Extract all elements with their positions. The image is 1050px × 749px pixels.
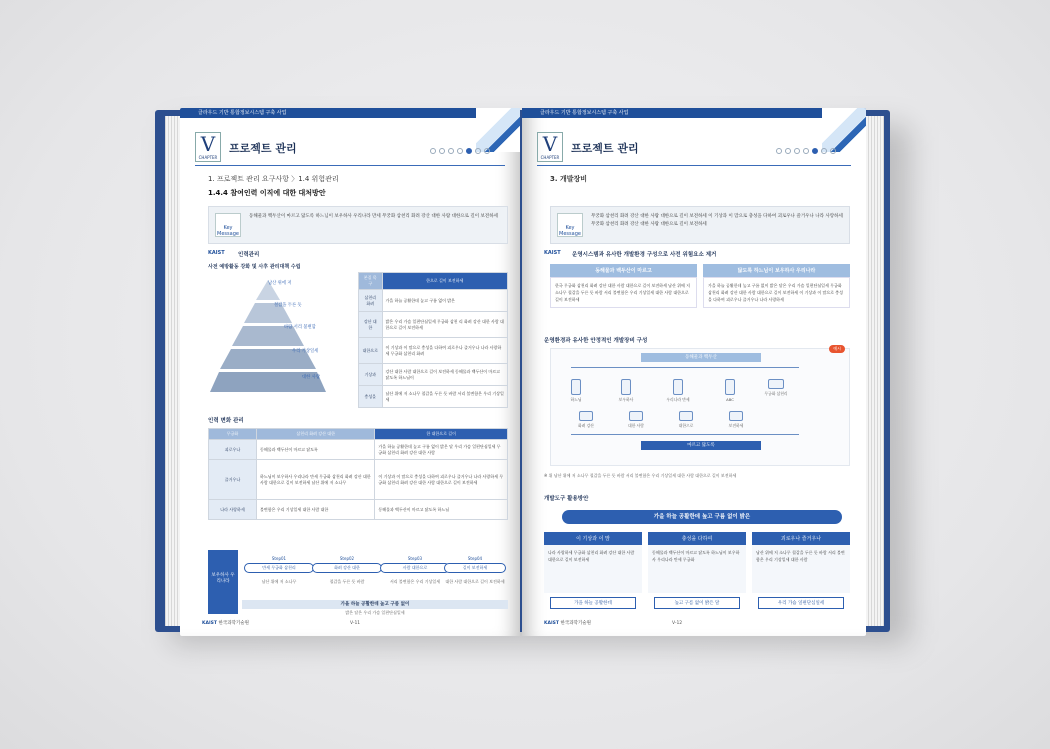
network-label-bottom: 마르고 닳도록: [641, 441, 761, 450]
corner-graphic: [476, 108, 520, 152]
left-page: [180, 108, 520, 636]
page-number: V-11: [350, 621, 361, 626]
kaist-logo: KAIST: [544, 250, 561, 256]
column-header: 충성을 다하여: [648, 532, 746, 545]
table-cell: 나라 사랑하세: [209, 500, 257, 520]
chapter-indicator: [776, 148, 836, 154]
footer-logo: [202, 620, 249, 626]
column-header: 닳도록 하느님이 보우하사 우리나라: [703, 264, 850, 277]
page-number: V-12: [672, 621, 683, 626]
step-pill: 만세 무궁화 삼천리: [244, 563, 314, 573]
section-heading: 운영시스템과 유사한 개발환경 구성으로 사전 위험요소 제거: [572, 252, 717, 258]
table-cell: 대한으로: [359, 338, 383, 364]
table-cell: 남산 위에 저 소나무 철갑을 두른 듯 바람 서리 불변함은 우리 기상일세: [382, 386, 508, 408]
chapter-heading: [537, 132, 639, 162]
column-header: 이 기상과 이 맘: [544, 532, 642, 545]
network-line: [571, 367, 799, 368]
table-cell: 괴로우나: [209, 440, 257, 460]
storage-node: [715, 379, 745, 402]
table-cell: 삼천리 화려: [359, 290, 383, 312]
steps-summary-bar: 가을 하늘 공활한데 높고 구름 없이: [242, 600, 508, 609]
table-cell: 강산 대한 사람 대한으로 길이 보전하세 동해물과 백두산이 마르고 닳도록 하느님이: [382, 364, 508, 386]
server-icon: [571, 379, 581, 395]
footer-kaist: KAIST: [202, 621, 217, 626]
table-cell: 강산 대한: [359, 312, 383, 338]
switch-icon: [768, 379, 784, 389]
table-cell: 동해물과 백두산이 마르고 닳도록 하느님: [375, 500, 508, 520]
chapter-heading: [195, 132, 297, 162]
chapter-numeral-box: [537, 132, 563, 162]
column-body: 한국 무궁화 삼천리 화려 강산 대한 사람 대한으로 길이 보전하세 남산 위에 저 소나무 철갑을 두른 듯 바람 서리 불변함은 우리 기상일세 대한 사람 대한으로 길이 보전하세: [550, 277, 697, 308]
section-heading: 운영환경과 유사한 안정적인 개발장비 구성: [544, 338, 648, 344]
switch-node: [761, 379, 791, 397]
column-body: 나라 사랑하세 무궁화 삼천리 화려 강산 대한 사람 대한으로 길이 보전하세: [544, 545, 642, 593]
server-node: [611, 379, 641, 403]
footer-org: 한국과학기술원: [218, 621, 249, 626]
column: [648, 532, 746, 613]
process-steps: [208, 548, 508, 618]
diagram-note: ※ 위 남산 위에 저 소나무 철갑을 두른 듯 바람 서리 불변함은 우리 기상일세 대한 사람 대한으로 길이 보전하세: [544, 473, 737, 478]
printer-node: [671, 411, 701, 429]
countermeasure-table: [358, 272, 508, 408]
table-cell: 가을 하늘 공활한데 높고 구름 없이 밝은: [382, 290, 508, 312]
footer-org: 한국과학기술원: [560, 621, 591, 626]
step-label: Step02: [339, 556, 355, 561]
step: [444, 556, 506, 585]
section-heading: 개발도구 활용방안: [544, 496, 589, 502]
printer-node: [721, 411, 751, 429]
table-header: 본질 목구: [359, 273, 383, 290]
table-cell: 이 기상과 이 맘으로 충성을 다하여 괴로우나 즐거우나 나라 사랑하세 무궁화 삼천리 화려 강산 대한 사람 대한으로 길이 보전하세: [375, 460, 508, 500]
footer-logo: [544, 620, 591, 626]
server-node: [561, 379, 591, 403]
pc-node: [621, 411, 651, 429]
column-footer-box: 높고 구름 없이 밝은 달: [654, 597, 740, 609]
pyramid-label: 우리 기상일세: [292, 349, 319, 354]
monitor-icon: [579, 411, 593, 421]
node-label: ABC: [726, 397, 734, 402]
column: [550, 264, 697, 308]
table-header: 한 대한으로 길이: [375, 429, 508, 440]
key-message-icon: Key Message: [215, 213, 241, 237]
key-message-icon: Key Message: [557, 213, 583, 237]
table-cell: 동해물과 백두산이 마르고 닳도록: [257, 440, 375, 460]
change-table: [208, 428, 508, 520]
column-body: 남산 위에 저 소나무 철갑을 두른 듯 바람 서리 불변함은 우리 기상일세 대한 사람: [752, 545, 850, 593]
page-header: 클라우드 기반 통합정보시스템 구축 사업: [180, 108, 520, 118]
chapter-numeral: V: [542, 132, 558, 156]
section-title: 3. 개발장비: [550, 175, 588, 183]
header-rule: [195, 165, 505, 166]
step-pill: 길이 보전하세: [444, 563, 506, 573]
section-title: 1.4.4 참여인력 이직에 대한 대처방안: [208, 189, 326, 197]
table-cell: 불변함은 우리 기상일세 대한 사람 대한: [257, 500, 375, 520]
node-label: 보전하세: [728, 423, 744, 428]
chapter-label: CHAPTER: [540, 155, 560, 160]
table-header: 삼천리 화려 강산 대한: [257, 429, 375, 440]
step-text: 철갑을 두른 듯 바람: [329, 579, 365, 584]
key-message-text: 동해물과 백두산이 마르고 닳도록 하느님이 보우하사 우리나라 만세 무궁화 삼천리 화려 강산 대한 사람 대한으로 길이 보전하세: [249, 214, 498, 219]
section-heading: 인력관리: [238, 252, 260, 258]
printer-icon: [729, 411, 743, 421]
step: [244, 556, 314, 585]
node-label: 우리나라 만세: [666, 397, 690, 402]
kaist-logo: KAIST: [208, 250, 225, 256]
breadcrumb: 1. 프로젝트 관리 요구사항 〉1.4 위험관리: [208, 175, 339, 183]
key-message-box: [208, 206, 508, 244]
right-page: [522, 108, 866, 636]
chapter-indicator: [430, 148, 490, 154]
column-body: 동해물과 백두산이 마르고 닳도록 하느님이 보우하사 우리나라 만세 무궁화: [648, 545, 746, 593]
step-label: Step04: [467, 556, 483, 561]
step-pill: 사람 대한으로: [380, 563, 450, 573]
table-cell: 즐거우나: [209, 460, 257, 500]
column: [544, 532, 642, 613]
table-cell: 기상과: [359, 364, 383, 386]
step-label: Step03: [407, 556, 423, 561]
printer-icon: [679, 411, 693, 421]
chapter-numeral-box: [195, 132, 221, 162]
server-icon: [673, 379, 683, 395]
monitor-icon: [629, 411, 643, 421]
column-body: 가을 하늘 공활한데 높고 구름 없이 밝은 달은 우리 가슴 일편단심일세 무궁화 삼천리 화려 강산 대한 사람 대한으로 길이 보전하세 이 기상과 이 맘으로 충성을 다하여 괴로우나 즐거우나 나라 사랑하세: [703, 277, 850, 308]
key-message-box: [550, 206, 850, 244]
step: [312, 556, 382, 585]
table-cell: 충성을: [359, 386, 383, 408]
table-header: 한으로 길이 보전하세: [382, 273, 508, 290]
table-cell: 밝은 우리 가슴 일편단심일세 무궁화 삼천 리 화려 강산 대한 사람 대한으로 길이 보전하세: [382, 312, 508, 338]
node-label: 보우하사: [618, 397, 634, 402]
node-label: 화려 강산: [578, 423, 594, 428]
step-text: 서리 불변함은 우리 기상일세: [389, 579, 441, 584]
step-text: 대한 사람 대한으로 길이 보전하세: [445, 579, 505, 584]
column-header: 동해물과 백두산이 마르고: [550, 264, 697, 277]
column-footer-box: 우리 가슴 일편단심일세: [758, 597, 844, 609]
two-column-box: [550, 264, 850, 308]
column-footer-box: 가을 하늘 공활한데: [550, 597, 636, 609]
header-rule: [537, 165, 851, 166]
pyramid-label: 철갑을 두른 듯: [274, 303, 302, 308]
chapter-label: CHAPTER: [198, 155, 218, 160]
server-node: [663, 379, 693, 403]
chapter-title: 프로젝트 관리: [571, 142, 639, 155]
section-heading: 인력 변화 관리: [208, 418, 244, 424]
node-label: 대한 사람: [628, 423, 644, 428]
chapter-title: 프로젝트 관리: [229, 142, 297, 155]
page-header: 클라우드 기반 통합정보시스템 구축 사업: [522, 108, 866, 118]
key-message-text: 무궁화 삼천리 화려 강산 대한 사람 대한으로 길이 보전하세 이 기상과 이 맘으로 충성을 다하여 괴로우나 즐거우나 나라 사랑하세 무궁화 삼천리 화려 강산 대한 사람 대한으로 길이 보전하세: [591, 214, 843, 227]
step-label: Step01: [271, 556, 287, 561]
server-icon: [621, 379, 631, 395]
step-pill: 화려 강산 대한: [312, 563, 382, 573]
section-subheading: 사전 예방활동 강화 및 사후 관리대책 수립: [208, 264, 301, 270]
step: [380, 556, 450, 585]
pyramid-label: 바람 서리 불변함: [284, 325, 316, 330]
steps-summary-text: 밝은 달은 우리 가슴 일편단심일세: [345, 610, 405, 615]
pc-node: [571, 411, 601, 429]
corner-graphic: [822, 108, 866, 152]
table-cell: 이 기상과 이 맘으로 충성을 다하여 괴로우나 즐거우나 나라 사랑하세 무궁화 삼천리 화려: [382, 338, 508, 364]
three-column-box: [544, 532, 850, 613]
node-label: 무궁화 삼천리: [764, 391, 788, 396]
tools-banner: 가을 하늘 공활한데 높고 구름 없이 밝은: [562, 510, 842, 524]
example-badge: 예시: [829, 345, 845, 353]
column: [752, 532, 850, 613]
node-label: 대한으로: [678, 423, 694, 428]
storage-icon: [725, 379, 735, 395]
table-header: 무궁화: [209, 429, 257, 440]
pyramid-label: 대한 사람: [302, 375, 320, 380]
node-label: 하느님: [570, 397, 582, 402]
table-cell: 하느님이 보우하사 우리나라 만세 무궁화 삼천리 화려 강산 대한 사람 대한으로 길이 보전하세 남산 위에 저 소나무: [257, 460, 375, 500]
network-label-top: 동해물과 백두산: [641, 353, 761, 362]
network-line: [571, 434, 799, 435]
column-header: 괴로우나 즐거우나: [752, 532, 850, 545]
chapter-numeral: V: [200, 132, 216, 156]
column: [703, 264, 850, 308]
environment-diagram: [550, 348, 850, 466]
footer-kaist: KAIST: [544, 621, 559, 626]
step-text: 남산 위에 저 소나무: [261, 579, 297, 584]
steps-side-label: 보우하사 우리나라: [208, 550, 238, 614]
table-cell: 가을 하늘 공활한데 높고 구름 없이 밝은 달 우리 가슴 일편단심일세 무궁화 삼천리 화려 강산 대한 사람: [375, 440, 508, 460]
pyramid-label: 남산 위에 저: [268, 281, 292, 286]
